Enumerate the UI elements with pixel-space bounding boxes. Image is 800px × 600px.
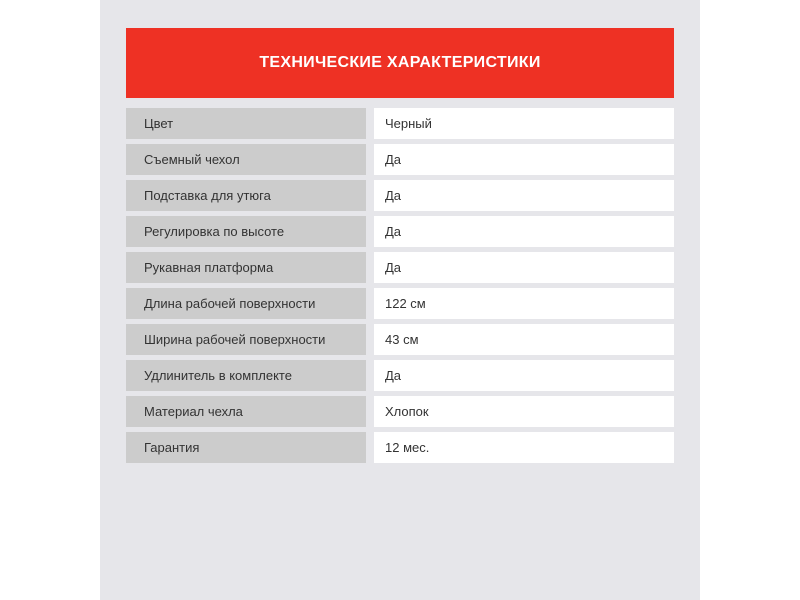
spec-value: Да [374,252,674,283]
spec-value: Черный [374,108,674,139]
spec-label: Материал чехла [126,396,366,427]
spec-value: 12 мес. [374,432,674,463]
spec-label: Съемный чехол [126,144,366,175]
spec-value: Да [374,144,674,175]
spec-row [126,144,674,175]
spec-value: 122 см [374,288,674,319]
spec-row [126,252,674,283]
spec-label: Удлинитель в комплекте [126,360,366,391]
spec-label: Подставка для утюга [126,180,366,211]
spec-row [126,432,674,463]
spec-label: Регулировка по высоте [126,216,366,247]
spec-row [126,324,674,355]
spec-label: Цвет [126,108,366,139]
spec-value: Хлопок [374,396,674,427]
spec-value: Да [374,180,674,211]
spec-row [126,396,674,427]
spec-label: Гарантия [126,432,366,463]
spec-value: 43 см [374,324,674,355]
spec-label: Рукавная платформа [126,252,366,283]
spec-value: Да [374,360,674,391]
spec-table [126,108,674,468]
spec-label: Ширина рабочей поверхности [126,324,366,355]
spec-row [126,180,674,211]
spec-title: ТЕХНИЧЕСКИЕ ХАРАКТЕРИСТИКИ [259,54,541,71]
spec-label: Длина рабочей поверхности [126,288,366,319]
spec-row [126,108,674,139]
spec-row [126,288,674,319]
spec-row [126,360,674,391]
spec-row [126,216,674,247]
spec-value: Да [374,216,674,247]
spec-header [126,28,674,98]
spec-panel [100,0,700,600]
